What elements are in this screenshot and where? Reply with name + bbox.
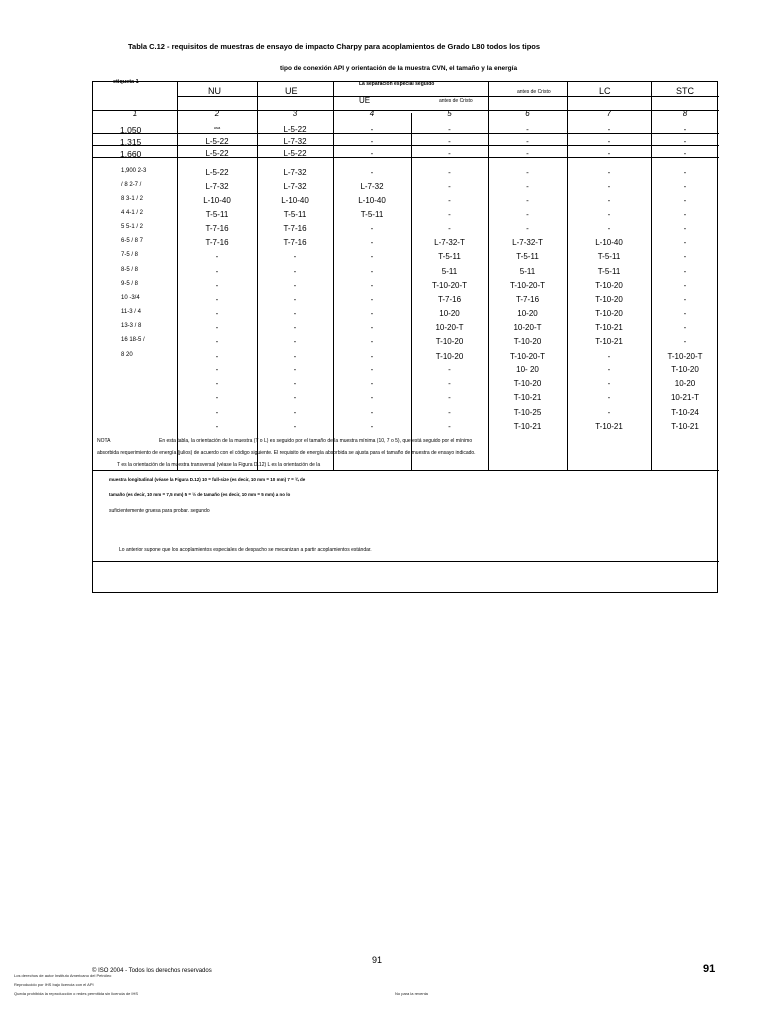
table-cell: - <box>683 238 687 247</box>
footer-line-3: Queda prohibida la reproducción o redes permitida sin licencia de IHS <box>14 991 139 996</box>
table-cell: - <box>683 295 687 304</box>
footer-divider <box>93 561 719 562</box>
table-cell: - <box>683 149 687 158</box>
table-cell: T-5-11 <box>360 210 384 219</box>
table-cell: - <box>215 422 219 431</box>
table-cell: - <box>683 125 687 134</box>
table-cell: - <box>370 408 374 417</box>
table-cell: - <box>607 379 611 388</box>
label-column-header: etiqueta 1 <box>113 79 139 85</box>
column-number: 3 <box>292 109 298 118</box>
table-cell: - <box>607 393 611 402</box>
table-cell: 5-11 <box>519 267 536 276</box>
table-cell: T-10-20-T <box>509 352 546 361</box>
row-label: 1.660 <box>120 149 142 159</box>
table-cell: - <box>683 267 687 276</box>
row-label: 4 4-1 / 2 <box>121 210 144 216</box>
table-cell: T-10-21 <box>513 393 542 402</box>
table-cell: - <box>215 365 219 374</box>
row-label: 8-5 / 8 <box>121 267 139 273</box>
table-cell: - <box>370 149 374 158</box>
table-cell: - <box>370 238 374 247</box>
table-cell: - <box>370 168 374 177</box>
footer-line-1: Los derechos de autor Instituto Americano del Petróleo <box>14 973 112 978</box>
table-cell: - <box>526 125 529 134</box>
charpy-table <box>92 81 718 593</box>
table-cell: - <box>370 295 374 304</box>
table-cell: - <box>215 267 219 276</box>
table-cell: - <box>215 309 219 318</box>
table-cell: L-5-22 <box>205 137 229 146</box>
table-cell: T-10-24 <box>671 408 699 417</box>
note-line-7: Lo anterior supone que los acoplamientos especiales de despacho se mecanizan a partir acoplamientos estándar. <box>119 547 372 553</box>
table-cell: - <box>526 137 529 146</box>
table-cell: - <box>370 323 374 332</box>
page-number-center: 91 <box>372 955 383 965</box>
table-cell: L-10-40 <box>595 238 623 247</box>
table-cell: T-10-25 <box>513 408 542 417</box>
table-cell: T-10-20 <box>435 352 464 361</box>
table-cell: L-5-22 <box>205 149 229 158</box>
table-cell: T-10-20 <box>671 365 699 374</box>
table-cell: - <box>370 224 374 233</box>
table-cell: - <box>683 210 687 219</box>
row-label: 16 18-5 / <box>121 337 145 343</box>
table-cell: - <box>448 408 451 417</box>
table-cell: - <box>215 393 219 402</box>
table-cell: - <box>607 210 611 219</box>
table-cell: L-5-22 <box>283 125 307 134</box>
table-cell: - <box>370 309 374 318</box>
table-cell: T-5-11 <box>283 210 307 219</box>
table-cell: L-7-32-T <box>434 238 465 247</box>
table-cell: - <box>448 210 451 219</box>
note-line-1: En esta tabla, la orientación de la muestra (T o L) es seguido por el tamaño de la muestra mínima (10, 7 o 5), que está seguido por el mínimo <box>159 438 473 444</box>
table-cell: T-7-16 <box>283 224 307 233</box>
header-sub-bc: antes de Cristo <box>439 98 473 104</box>
table-cell: T-10-21 <box>595 337 623 346</box>
column-divider <box>257 82 258 470</box>
page-number: 91 <box>703 963 716 975</box>
table-cell: - <box>448 137 451 146</box>
table-cell: - <box>370 252 374 261</box>
table-cell: - <box>448 168 451 177</box>
table-cell: - <box>293 295 297 304</box>
table-cell: - <box>293 379 297 388</box>
table-cell: - <box>370 267 374 276</box>
note-line-3: T es la orientación de la muestra transversal (véase la Figura D.12) L es la orientación de la <box>117 462 321 468</box>
table-cell: - <box>370 393 374 402</box>
table-cell: - <box>683 323 687 332</box>
table-cell: - <box>370 379 374 388</box>
table-cell: T-5-11 <box>597 252 621 261</box>
table-cell: - <box>683 168 687 177</box>
table-cell: - <box>215 379 219 388</box>
note-line-4: muestra longitudinal (véase la Figura D.12) 10 = full-size (es decir, 10 mm = 10 mm) 7 = ¾ de <box>109 477 306 482</box>
column-number: 6 <box>525 109 530 118</box>
table-cell: - <box>607 125 611 134</box>
table-cell: T-10-20-T <box>667 352 703 361</box>
table-cell: - <box>293 309 297 318</box>
row-label: 1,900 2-3 <box>121 168 147 174</box>
row-label: 8 20 <box>121 352 133 358</box>
table-cell: L-10-40 <box>203 196 231 205</box>
table-cell: - <box>215 352 219 361</box>
table-subtitle: tipo de conexión API y orientación de la muestra CVN, el tamaño y la energía <box>280 65 518 72</box>
table-cell: T-10-20 <box>595 295 623 304</box>
table-cell: T-5-11 <box>597 267 621 276</box>
footer-line-2: Reproducido por IHS bajo licencia con el API <box>14 982 94 987</box>
table-cell: - <box>370 365 374 374</box>
column-number: 4 <box>369 109 375 118</box>
table-cell: L-5-22 <box>283 149 307 158</box>
table-cell: - <box>448 125 451 134</box>
table-cell: - <box>370 352 374 361</box>
table-cell: - <box>448 224 451 233</box>
table-cell: L-7-32 <box>283 137 307 146</box>
table-cell: T-7-16 <box>437 295 462 304</box>
table-cell: - <box>683 182 687 191</box>
footer-line-4: No para la reventa <box>395 991 428 996</box>
table-cell: 10-20 <box>517 309 538 318</box>
table-cell: - <box>607 196 611 205</box>
column-divider <box>411 113 412 470</box>
table-cell: L-10-40 <box>358 196 386 205</box>
note-line-6: suficientemente gruesa para probar. segundo <box>109 508 210 514</box>
table-cell: - <box>607 149 611 158</box>
row-label: 1.050 <box>120 125 142 135</box>
row-label: 7-5 / 8 <box>121 252 139 258</box>
column-divider <box>333 82 334 470</box>
table-cell: T-7-16 <box>515 295 540 304</box>
table-cell: - <box>683 281 687 290</box>
table-cell: T-7-16 <box>283 238 307 247</box>
table-cell: T-10-20 <box>513 337 542 346</box>
table-cell: - <box>448 393 451 402</box>
column-divider <box>567 82 568 470</box>
row-label: 8 3-1 / 2 <box>121 196 144 202</box>
table-cell: - <box>370 125 374 134</box>
table-cell: T-10-21 <box>513 422 542 431</box>
table-cell: T-10-21 <box>671 422 699 431</box>
table-cell: - <box>607 224 611 233</box>
table-cell: T-7-16 <box>205 238 229 247</box>
table-cell: - <box>683 252 687 261</box>
table-cell: - <box>293 323 297 332</box>
column-number: 2 <box>214 109 220 118</box>
table-cell: - <box>293 352 297 361</box>
table-cell: - <box>293 267 297 276</box>
table-cell: - <box>683 224 687 233</box>
header-sub-ue: UE <box>359 96 371 105</box>
header-divider <box>177 96 719 97</box>
table-cell: - <box>526 168 529 177</box>
table-cell: T-5-11 <box>205 210 229 219</box>
table-cell: L-5-22 <box>205 168 229 177</box>
header-stc: STC <box>676 86 694 96</box>
table-cell: - <box>448 422 451 431</box>
table-cell: - <box>448 196 451 205</box>
table-cell: 10-20-T <box>513 323 542 332</box>
table-cell: T-10-20 <box>595 309 623 318</box>
row-label: / 8 2-7 / <box>121 182 142 188</box>
note-line-2: absorbida requerimiento de energía (julios) de acuerdo con el código siguiente. El requisito de energía absorbida se ajusta para el tamaño de muestra de ensayo indicado. <box>97 450 476 456</box>
table-cell: - <box>526 210 529 219</box>
table-cell: - <box>448 149 451 158</box>
table-cell: L-7-32-T <box>512 238 543 247</box>
table-cell: - <box>293 252 297 261</box>
table-cell: - <box>215 281 219 290</box>
table-cell: - <box>607 182 611 191</box>
table-cell: - <box>215 408 219 417</box>
row-label: 13-3 / 8 <box>121 323 142 329</box>
table-cell: L-7-32 <box>205 182 229 191</box>
table-cell: - <box>215 295 219 304</box>
table-cell: - <box>448 365 451 374</box>
table-cell: - <box>370 137 374 146</box>
table-cell: L-10-40 <box>281 196 309 205</box>
column-number: 1 <box>132 109 138 118</box>
table-cell: - <box>215 252 219 261</box>
table-cell: T-5-11 <box>516 252 539 261</box>
table-cell: 5-11 <box>441 267 458 276</box>
table-cell: T-7-16 <box>205 224 229 233</box>
row-label: 9-5 / 8 <box>121 281 139 287</box>
table-cell: T-10-20-T <box>431 281 468 290</box>
page-title: Tabla C.12 - requisitos de muestras de ensayo de impacto Charpy para acoplamientos de Grado L80 todos los tipos <box>128 42 541 51</box>
row-label: 5 5-1 / 2 <box>121 224 144 230</box>
table-cell: - <box>448 182 451 191</box>
table-cell: - <box>607 137 611 146</box>
column-number: 8 <box>682 109 688 118</box>
table-cell: L-7-32 <box>283 182 307 191</box>
table-cell: - <box>526 196 529 205</box>
table-cell: - <box>293 408 297 417</box>
row-label: 10 -3/4 <box>121 295 140 301</box>
header-lc: LC <box>599 86 611 96</box>
table-cell: T-10-21 <box>595 323 623 332</box>
table-cell: - <box>293 337 297 346</box>
column-number: 5 <box>447 109 452 118</box>
table-cell: 10-21-T <box>670 393 699 402</box>
table-cell: T-10-20 <box>513 379 542 388</box>
table-cell: usa <box>213 125 221 130</box>
table-cell: - <box>526 182 529 191</box>
table-cell: - <box>448 379 451 388</box>
column-divider <box>488 82 489 470</box>
header-nu: NU <box>208 86 221 96</box>
table-cell: - <box>607 168 611 177</box>
table-cell: - <box>215 323 219 332</box>
table-cell: T-10-20 <box>595 281 623 290</box>
header-antes-de-cristo: antes de Cristo <box>517 89 551 95</box>
table-cell: - <box>526 224 529 233</box>
table-cell: - <box>215 337 219 346</box>
table-cell: - <box>683 309 687 318</box>
note-divider <box>93 470 719 471</box>
table-cell: 10-20-T <box>435 323 464 332</box>
table-cell: T-10-21 <box>595 422 623 431</box>
row-label: 11-3 / 4 <box>121 309 141 315</box>
table-cell: - <box>370 337 374 346</box>
column-number: 7 <box>606 109 612 118</box>
table-cell: - <box>293 393 297 402</box>
table-cell: L-7-32 <box>360 182 384 191</box>
table-cell: T-10-20-T <box>509 281 546 290</box>
table-cell: - <box>293 365 297 374</box>
header-la-separaci-n-especial-seguido: La separación especial seguido <box>359 81 435 87</box>
table-cell: T-5-11 <box>438 252 461 261</box>
table-cell: 10-20 <box>674 379 696 388</box>
table-cell: - <box>683 137 687 146</box>
table-cell: 10-20 <box>439 309 460 318</box>
row-label: 1.315 <box>120 137 142 147</box>
table-cell: - <box>607 352 611 361</box>
table-cell: - <box>683 196 687 205</box>
table-cell: - <box>370 422 374 431</box>
table-cell: - <box>683 337 687 346</box>
table-cell: - <box>607 408 611 417</box>
table-cell: L-7-32 <box>283 168 307 177</box>
row-label: 6-5 / 8 7 <box>121 238 144 244</box>
note-line-5: tamaño (es decir, 10 mm = 7,5 mm) 5 = ½ de tamaño (es decir, 10 mm = 5 mm) a no lo <box>109 492 291 497</box>
header-ue: UE <box>285 86 298 96</box>
table-cell: 10- 20 <box>516 365 539 374</box>
table-cell: - <box>526 149 529 158</box>
table-cell: - <box>293 281 297 290</box>
note-label: NOTA <box>97 438 111 444</box>
table-cell: - <box>370 281 374 290</box>
table-cell: - <box>607 365 611 374</box>
copyright: © ISO 2004 - Todos los derechos reservados <box>92 968 212 974</box>
table-cell: T-10-20 <box>435 337 464 346</box>
table-cell: - <box>293 422 297 431</box>
